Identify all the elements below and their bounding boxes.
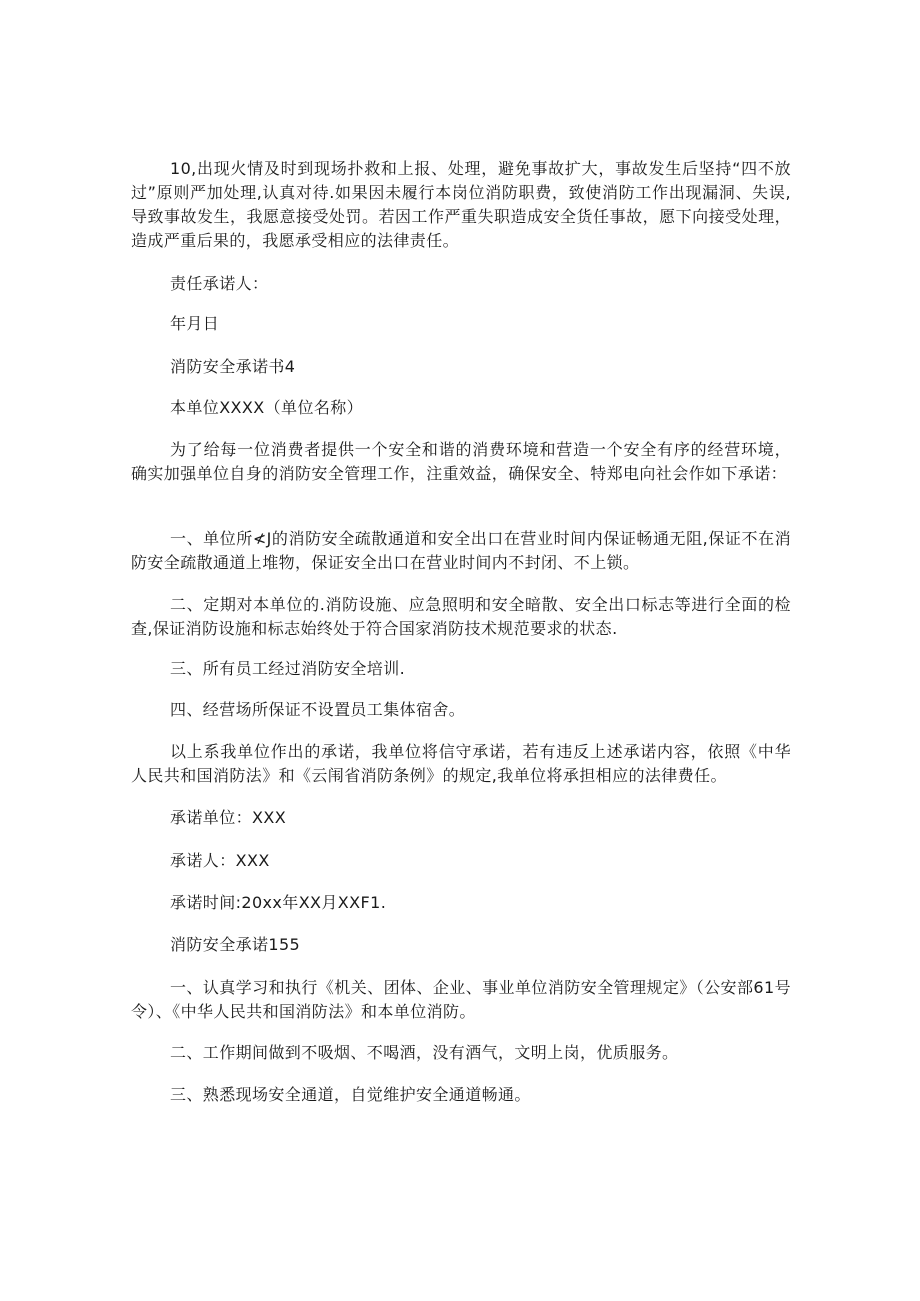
responsible-person-label: 责任承诺人： bbox=[170, 274, 269, 293]
paragraph-item-3: 三、所有员工经过消防安全培训. bbox=[170, 659, 406, 678]
paragraph-item-2: 二、定期对本单位的.消防设施、应急照明和安全暗散、安全出口标志等进行全面的检查,保证消防设施和标志始终处于符合国家消防技术规范要求的状态. bbox=[131, 595, 791, 638]
date-line: 年月日 bbox=[170, 314, 220, 333]
paragraph-intro: 为了给每一位消费者提供一个安全和谐的消费环境和营造一个安全有序的经营环境，确实加强单位自身的消防安全管理工作，注重效益，确保安全、特郑电向社会作如下承诺： bbox=[131, 440, 791, 483]
paragraph-fire-response: 10,出现火情及时到现场扑救和上报、处理，避免事故扩大，事故发生后坚持“四不放过”原则严加处理,认真对待.如果因未履行本岗位消防职费，致使消防工作出现漏洞、失误,导致事故发生，我愿意接受处罚。若因工作严重失职造成安全货任事故，愿下向接受处理，造成严重后果的，我愿承受相应的法律责任。 bbox=[131, 159, 791, 250]
paragraph-rule-1: 一、认真学习和执行《机关、团体、企业、事业单位消防安全管理规定》（公安部61号令）、《中华人民共和国消防法》和本单位消防。 bbox=[131, 978, 791, 1021]
paragraph-item-4: 四、经营场所保证不设置员工集体宿舍。 bbox=[170, 700, 466, 719]
paragraph-conclusion: 以上系我单位作出的承诺，我单位将信守承诺，若有违反上述承诺内容，依照《中华人民共和国消防法》和《云闱省消防条例》的规定,我单位将承担相应的法律费任。 bbox=[131, 742, 791, 785]
paragraph-rule-3: 三、熟悉现场安全通道，自觉维护安全通道畅通。 bbox=[170, 1085, 531, 1104]
commitment-unit-line: 承诺单位：XXX bbox=[170, 808, 287, 827]
paragraph-rule-2: 二、工作期间做到不吸烟、不喝酒，没有酒气，文明上岗，优质服务。 bbox=[170, 1043, 679, 1062]
section-title-commitment-155: 消防安全承诺155 bbox=[170, 935, 301, 954]
unit-name-line: 本单位XXXX（单位名称） bbox=[170, 398, 364, 417]
commitment-person-line: 承诺人：XXX bbox=[170, 851, 270, 870]
commitment-time-line: 承诺时间:20xx年XX月XXF1. bbox=[170, 893, 387, 912]
paragraph-item-1: 一、单位所≮J的消防安全疏散通道和安全出口在营业时间内保证畅通无阻,保证不在消防安全疏散通道上堆物，保证安全出口在营业时间内不封闭、不上锁。 bbox=[131, 529, 791, 572]
section-title-commitment-4: 消防安全承诺书4 bbox=[170, 357, 296, 376]
